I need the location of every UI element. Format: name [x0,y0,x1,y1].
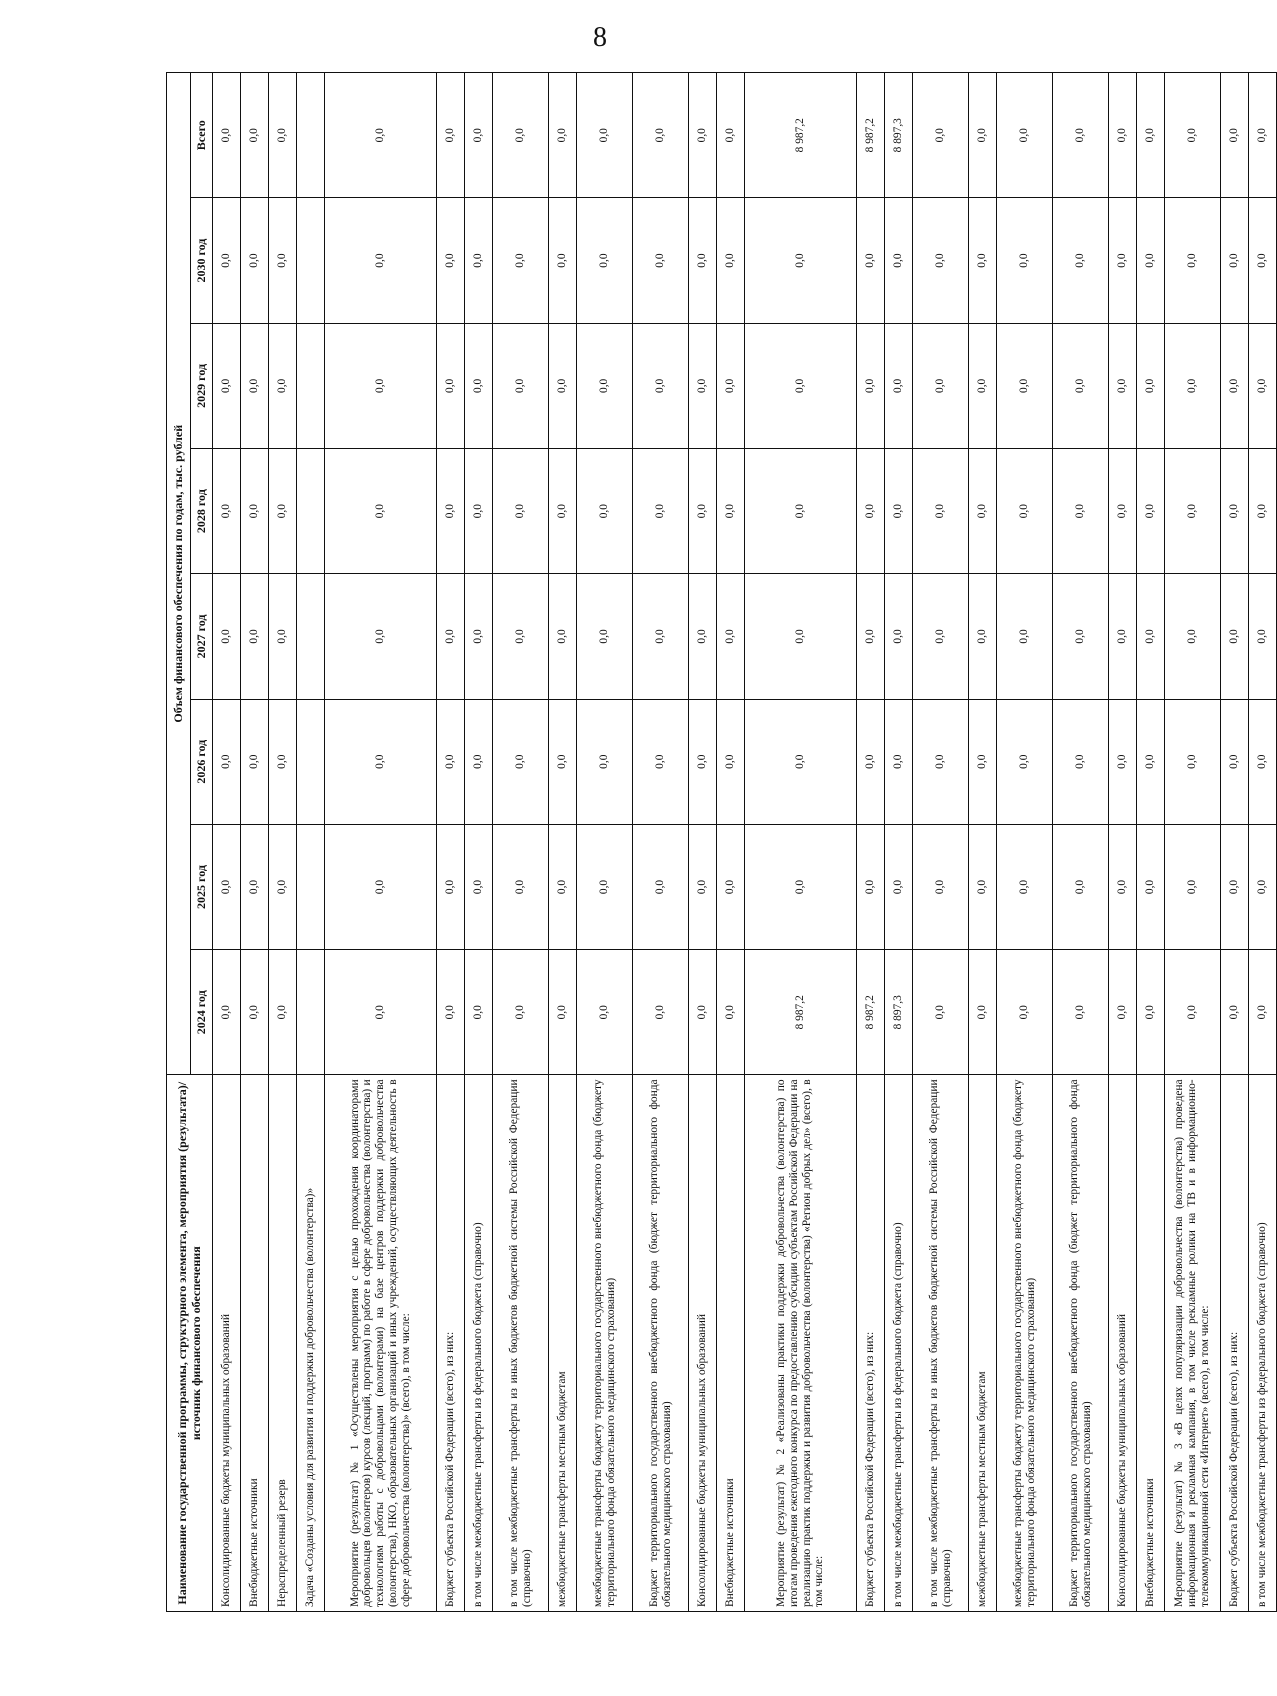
row-year-value: 0,0 [969,323,997,448]
row-year-value: 0,0 [465,449,493,574]
table-header [167,73,213,1612]
row-label: в том числе межбюджетные трансферты из федерального бюджета (справочно) [1249,1075,1277,1612]
table-row [745,73,857,1612]
row-label: Бюджет субъекта Российской Федерации (всего), из них: [437,1075,465,1612]
row-year-value: 0,0 [1221,950,1249,1075]
row-year-value: 0,0 [325,323,437,448]
row-year-value: 0,0 [1165,574,1221,699]
row-total-value: 0,0 [493,73,549,198]
row-label: в том числе межбюджетные трансферты из федерального бюджета (справочно) [465,1075,493,1612]
row-label: Бюджет территориального государственного внебюджетного фонда (бюджет территориального фонда обязательного медицинского страхования) [1053,1075,1109,1612]
row-year-value: 0,0 [549,699,577,824]
row-year-value: 0,0 [577,950,633,1075]
row-total-value: 0,0 [213,73,241,198]
row-year-value: 0,0 [577,323,633,448]
table-row [549,73,577,1612]
row-year-value: 0,0 [1221,449,1249,574]
row-year-value: 0,0 [1137,323,1165,448]
row-year-value: 0,0 [437,824,465,949]
row-year-value: 0,0 [633,323,689,448]
row-year-value: 0,0 [857,824,885,949]
row-year-value: 0,0 [717,198,745,323]
row-year-value: 0,0 [1165,323,1221,448]
row-year-value: 0,0 [913,824,969,949]
row-total-value: 8 987,2 [745,73,857,198]
row-year-value: 0,0 [717,950,745,1075]
row-year-value: 0,0 [1137,198,1165,323]
row-year-value: 0,0 [241,950,269,1075]
row-year-value: 0,0 [857,574,885,699]
row-year-value [297,824,325,949]
row-year-value: 0,0 [857,323,885,448]
table-row [325,73,437,1612]
row-total-value: 0,0 [1249,73,1277,198]
row-label: Бюджет субъекта Российской Федерации (всего), из них: [857,1075,885,1612]
row-label: межбюджетные трансферты местным бюджетам [969,1075,997,1612]
table-row [885,73,913,1612]
page-number: 8 [593,22,607,53]
table-row [1109,73,1137,1612]
rotated-table-container [166,72,1269,1612]
table-row [1221,73,1249,1612]
row-year-value: 0,0 [213,198,241,323]
row-total-value: 0,0 [241,73,269,198]
table-row [1165,73,1221,1612]
row-total-value: 0,0 [269,73,297,198]
row-year-value: 0,0 [913,323,969,448]
row-year-value: 0,0 [1221,699,1249,824]
row-label: в том числе межбюджетные трансферты из иных бюджетов бюджетной системы Российской Федерации (справочно) [493,1075,549,1612]
row-total-value [297,73,325,198]
table-row [689,73,717,1612]
table-row [717,73,745,1612]
row-label: в том числе межбюджетные трансферты из иных бюджетов бюджетной системы Российской Федерации (справочно) [913,1075,969,1612]
table-row [1249,73,1277,1612]
row-year-value: 0,0 [1165,950,1221,1075]
row-year-value: 0,0 [269,699,297,824]
table-row [213,73,241,1612]
row-year-value: 0,0 [493,574,549,699]
row-year-value: 0,0 [325,449,437,574]
table-row [269,73,297,1612]
row-year-value: 0,0 [241,198,269,323]
row-year-value: 0,0 [1221,574,1249,699]
row-label: Нераспределенный резерв [269,1075,297,1612]
row-year-value: 0,0 [549,323,577,448]
row-year-value: 0,0 [213,824,241,949]
row-label: Внебюджетные источники [1137,1075,1165,1612]
row-year-value: 0,0 [1249,950,1277,1075]
row-year-value: 0,0 [997,198,1053,323]
row-year-value: 0,0 [325,824,437,949]
row-year-value: 0,0 [241,574,269,699]
row-year-value: 0,0 [717,699,745,824]
row-year-value: 0,0 [213,950,241,1075]
row-year-value: 0,0 [213,323,241,448]
row-year-value: 0,0 [717,323,745,448]
row-year-value: 0,0 [493,198,549,323]
row-year-value: 0,0 [1165,198,1221,323]
row-year-value: 0,0 [745,198,857,323]
row-year-value: 0,0 [1053,699,1109,824]
row-year-value: 0,0 [717,449,745,574]
row-total-value: 0,0 [549,73,577,198]
row-year-value: 0,0 [493,699,549,824]
row-year-value: 0,0 [997,574,1053,699]
row-label: Бюджет субъекта Российской Федерации (всего), из них: [1221,1075,1249,1612]
row-label: Мероприятие (результат) № 2 «Реализованы практики поддержки добровольчества (волонтерства) по итогам проведения ежегодного конкурса по предоставлению субсидии субъектам Российской Федерации на реализацию практик поддержки и развития добровольчества (волонтерства) «Регион добрых дел» (всего), в том числе: [745,1075,857,1612]
row-year-value: 0,0 [437,198,465,323]
row-year-value: 0,0 [1053,323,1109,448]
row-year-value: 0,0 [1249,323,1277,448]
row-year-value: 0,0 [1109,699,1137,824]
row-year-value: 0,0 [745,323,857,448]
row-label: Консолидированные бюджеты муниципальных образований [1109,1075,1137,1612]
row-year-value: 0,0 [465,824,493,949]
row-year-value: 0,0 [1137,449,1165,574]
row-year-value: 0,0 [885,323,913,448]
row-year-value: 0,0 [885,824,913,949]
header-row-group [167,73,191,1612]
row-label: межбюджетные трансферты бюджету территориального государственного внебюджетного фонда (бюджету территориального фонда обязательного медицинского страхования) [997,1075,1053,1612]
row-total-value: 0,0 [465,73,493,198]
row-label: межбюджетные трансферты местным бюджетам [549,1075,577,1612]
row-year-value: 0,0 [241,323,269,448]
row-year-value: 0,0 [1137,824,1165,949]
row-year-value: 0,0 [1165,699,1221,824]
row-total-value: 0,0 [1109,73,1137,198]
row-year-value: 0,0 [969,574,997,699]
row-year-value: 0,0 [577,198,633,323]
row-total-value: 0,0 [689,73,717,198]
row-year-value: 0,0 [493,323,549,448]
row-label: межбюджетные трансферты бюджету территориального государственного внебюджетного фонда (бюджету территориального фонда обязательного медицинского страхования) [577,1075,633,1612]
row-year-value: 0,0 [689,699,717,824]
row-total-value: 0,0 [1137,73,1165,198]
row-year-value: 0,0 [1109,323,1137,448]
row-year-value: 0,0 [269,574,297,699]
table-row [633,73,689,1612]
row-total-value: 0,0 [969,73,997,198]
row-year-value: 0,0 [549,824,577,949]
row-year-value: 0,0 [1109,950,1137,1075]
row-year-value: 0,0 [269,323,297,448]
row-total-value: 0,0 [437,73,465,198]
row-total-value: 0,0 [1053,73,1109,198]
row-year-value: 0,0 [689,574,717,699]
header-total: Всего [191,73,213,198]
table-row [465,73,493,1612]
row-year-value: 0,0 [1221,824,1249,949]
row-year-value: 0,0 [857,449,885,574]
row-year-value [297,449,325,574]
row-year-value: 0,0 [577,574,633,699]
row-year-value: 0,0 [997,950,1053,1075]
table-row [1053,73,1109,1612]
row-year-value: 0,0 [465,950,493,1075]
row-year-value: 0,0 [577,824,633,949]
row-label: Внебюджетные источники [241,1075,269,1612]
row-year-value: 0,0 [325,198,437,323]
row-year-value: 0,0 [633,699,689,824]
row-year-value: 0,0 [465,699,493,824]
row-label: Консолидированные бюджеты муниципальных образований [689,1075,717,1612]
row-year-value: 0,0 [437,574,465,699]
row-year-value: 8 987,2 [745,950,857,1075]
header-year: 2029 год [191,323,213,448]
row-year-value: 0,0 [969,449,997,574]
row-year-value: 0,0 [1137,574,1165,699]
row-total-value: 0,0 [913,73,969,198]
row-year-value: 0,0 [1249,198,1277,323]
row-label: Внебюджетные источники [717,1075,745,1612]
row-year-value: 0,0 [465,323,493,448]
row-label: в том числе межбюджетные трансферты из федерального бюджета (справочно) [885,1075,913,1612]
header-year: 2030 год [191,198,213,323]
row-year-value: 0,0 [913,950,969,1075]
row-year-value: 0,0 [969,950,997,1075]
header-year: 2026 год [191,699,213,824]
row-year-value: 0,0 [1053,574,1109,699]
row-year-value: 0,0 [745,824,857,949]
row-year-value: 0,0 [969,824,997,949]
row-year-value: 0,0 [969,699,997,824]
header-year: 2028 год [191,449,213,574]
row-label: Консолидированные бюджеты муниципальных образований [213,1075,241,1612]
row-label: Мероприятие (результат) № 1 «Осуществлены мероприятия с целью прохождения координаторами добровольцев (волонтеров) курсов (лекций, программ) по работе в сфере добровольчества (волонтерства) и технологиям работы с добровольцами (волонтерами) на базе центров поддержки добровольчества (волонтерства), НКО, образовательных организаций и иных учреждений, осуществляющих деятельность в сфере добровольчества (волонтерства)» (всего), в том числе: [325,1075,437,1612]
row-year-value [297,198,325,323]
row-year-value: 0,0 [913,574,969,699]
row-year-value: 0,0 [1053,449,1109,574]
row-year-value: 0,0 [1053,198,1109,323]
row-year-value: 0,0 [1109,574,1137,699]
table-row [493,73,549,1612]
header-year: 2025 год [191,824,213,949]
row-year-value: 0,0 [493,824,549,949]
row-label: Бюджет территориального государственного внебюджетного фонда (бюджет территориального фонда обязательного медицинского страхования) [633,1075,689,1612]
row-year-value: 0,0 [1053,824,1109,949]
row-year-value: 8 897,3 [885,950,913,1075]
table-row [241,73,269,1612]
row-year-value: 0,0 [437,950,465,1075]
row-year-value: 0,0 [1137,699,1165,824]
row-label: Мероприятие (результат) № 3 «В целях популяризации добровольчества (волонтерства) проведена информационная и рекламная кампания, в том числе рекламные ролики на ТВ и в информационно-телекоммуникационной сети «Интернет» (всего), в том числе: [1165,1075,1221,1612]
table-row [969,73,997,1612]
row-year-value: 0,0 [325,950,437,1075]
row-year-value: 0,0 [549,449,577,574]
budget-table [166,72,1277,1612]
row-total-value: 8 897,3 [885,73,913,198]
row-year-value: 0,0 [549,574,577,699]
row-year-value: 0,0 [1249,574,1277,699]
row-year-value [297,699,325,824]
table-row [577,73,633,1612]
table-row [913,73,969,1612]
row-year-value: 0,0 [633,198,689,323]
row-year-value: 8 987,2 [857,950,885,1075]
row-year-value: 0,0 [493,449,549,574]
row-year-value: 0,0 [269,198,297,323]
row-label: Задача «Созданы условия для развития и поддержки добровольчества (волонтерства)» [297,1075,325,1612]
row-year-value: 0,0 [997,449,1053,574]
row-year-value: 0,0 [1109,449,1137,574]
row-year-value: 0,0 [913,198,969,323]
row-year-value: 0,0 [269,950,297,1075]
row-year-value: 0,0 [689,950,717,1075]
row-total-value: 8 987,2 [857,73,885,198]
row-year-value: 0,0 [241,699,269,824]
row-year-value: 0,0 [1221,323,1249,448]
row-year-value: 0,0 [745,449,857,574]
header-name-column: Наименование государственной программы, структурного элемента, мероприятия (результата)/источник финансового обеспечения [167,1075,213,1612]
table-body [213,73,1277,1612]
row-year-value: 0,0 [885,699,913,824]
row-year-value: 0,0 [493,950,549,1075]
table-row [1137,73,1165,1612]
header-year: 2027 год [191,574,213,699]
row-year-value: 0,0 [1109,824,1137,949]
row-year-value: 0,0 [857,198,885,323]
row-year-value: 0,0 [689,323,717,448]
row-year-value: 0,0 [689,449,717,574]
row-year-value: 0,0 [1165,449,1221,574]
table-row [997,73,1053,1612]
row-total-value: 0,0 [1221,73,1249,198]
row-year-value: 0,0 [633,574,689,699]
row-year-value: 0,0 [633,449,689,574]
row-year-value: 0,0 [577,449,633,574]
row-year-value: 0,0 [577,699,633,824]
table-row [857,73,885,1612]
row-year-value: 0,0 [857,699,885,824]
row-year-value: 0,0 [745,699,857,824]
row-year-value: 0,0 [213,574,241,699]
row-year-value: 0,0 [633,824,689,949]
row-year-value: 0,0 [1137,950,1165,1075]
row-year-value: 0,0 [1109,198,1137,323]
row-year-value: 0,0 [465,198,493,323]
row-year-value: 0,0 [213,449,241,574]
row-year-value: 0,0 [885,574,913,699]
row-total-value: 0,0 [633,73,689,198]
row-year-value: 0,0 [1053,950,1109,1075]
row-year-value: 0,0 [745,574,857,699]
row-year-value: 0,0 [997,323,1053,448]
row-year-value: 0,0 [885,198,913,323]
row-year-value: 0,0 [717,574,745,699]
header-funding-group: Объем финансового обеспечения по годам, тыс. рублей [167,73,191,1075]
row-year-value: 0,0 [913,699,969,824]
row-year-value [297,323,325,448]
row-year-value: 0,0 [325,574,437,699]
row-year-value: 0,0 [689,198,717,323]
row-year-value: 0,0 [997,824,1053,949]
row-year-value: 0,0 [549,198,577,323]
row-year-value: 0,0 [633,950,689,1075]
row-year-value: 0,0 [689,824,717,949]
row-year-value: 0,0 [1249,824,1277,949]
row-total-value: 0,0 [717,73,745,198]
row-year-value: 0,0 [269,824,297,949]
row-year-value: 0,0 [437,699,465,824]
row-year-value: 0,0 [437,323,465,448]
table-row [437,73,465,1612]
row-year-value: 0,0 [213,699,241,824]
row-year-value [297,950,325,1075]
header-year: 2024 год [191,950,213,1075]
row-year-value: 0,0 [1221,198,1249,323]
row-year-value: 0,0 [1165,824,1221,949]
row-total-value: 0,0 [325,73,437,198]
row-year-value: 0,0 [549,950,577,1075]
row-year-value: 0,0 [885,449,913,574]
row-total-value: 0,0 [997,73,1053,198]
row-year-value: 0,0 [465,574,493,699]
row-year-value: 0,0 [969,198,997,323]
row-year-value: 0,0 [437,449,465,574]
row-year-value: 0,0 [269,449,297,574]
row-year-value: 0,0 [241,824,269,949]
row-year-value: 0,0 [717,824,745,949]
row-total-value: 0,0 [577,73,633,198]
row-year-value: 0,0 [913,449,969,574]
row-year-value: 0,0 [241,449,269,574]
table-row [297,73,325,1612]
row-year-value: 0,0 [1249,699,1277,824]
row-total-value: 0,0 [1165,73,1221,198]
row-year-value: 0,0 [1249,449,1277,574]
row-year-value: 0,0 [325,699,437,824]
row-year-value [297,574,325,699]
row-year-value: 0,0 [997,699,1053,824]
